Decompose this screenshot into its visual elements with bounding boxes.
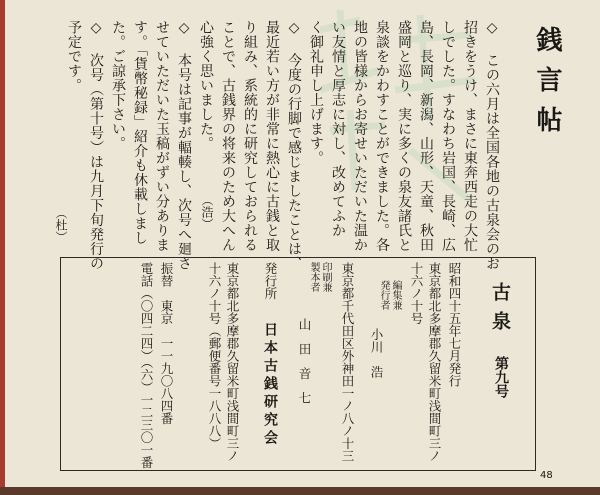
essay-line: ◇ この六月は全国各地の古泉会のお: [484, 20, 500, 271]
essay-line: 泉談をかわすことができました。各: [374, 20, 390, 252]
signature-mori: （杜）: [54, 207, 68, 243]
publisher-address: 十六ノ十号（郵便番号一八八八）: [207, 262, 222, 450]
signature-hiroshi: （浩）: [200, 194, 214, 230]
essay-line: 地の皆様からお寄せいただいた温か: [352, 20, 368, 252]
publisher-name: 日本古銭研究会: [262, 322, 278, 448]
printer-name: 山田音七: [297, 318, 312, 416]
editor-address: 十六ノ十号: [409, 262, 424, 325]
magazine-title: 古泉: [489, 282, 511, 340]
essay-line: 盛岡と巡り、実に多くの泉友諸氏と: [396, 20, 412, 252]
page-shadow: [0, 487, 600, 495]
printer-role: 製本者: [308, 262, 319, 292]
transfer-account: 振替 東京 一一九〇八四番: [159, 262, 174, 425]
editor-address: 東京都北多摩郡久留米町浅間町三ノ: [427, 262, 442, 462]
essay-line: 最近若い方が非常に熱心に古銭と取: [264, 20, 280, 252]
phone-number: 電話（〇四二四）（六）一二三〇一番: [139, 262, 154, 469]
page-number: 48: [540, 470, 553, 481]
essay-line: ◇ 次号（第十号）は九月下旬発行の: [88, 20, 104, 271]
editor-name: 小川 浩: [369, 328, 384, 378]
essay-line: た。ご諒承下さい。: [110, 20, 126, 151]
essay-title: 銭言帖: [532, 26, 562, 146]
publisher-address: 東京都北多摩郡久留米町浅間町三ノ: [225, 262, 240, 462]
colophon-box: [60, 257, 536, 471]
essay-line: り組み、系統的に研究しておられる: [242, 20, 258, 252]
essay-line: 心強く思いました。: [198, 20, 214, 151]
essay-line: い友情と厚志に対し、改めてふか: [330, 20, 346, 238]
printer-address: 東京都千代田区外神田一ノ八ノ十三: [340, 262, 355, 462]
printer-role: 印刷兼: [320, 262, 331, 292]
editor-role: 発行者: [378, 280, 389, 310]
essay-line: 島、長岡、新潟、山形、天童、秋田: [418, 20, 434, 252]
essay-line: く御礼申し上げます。: [308, 20, 324, 165]
essay-line: ◇ 本号は記事が輻輳し、次号へ廻さ: [176, 20, 192, 271]
essay-line: 招きをうけ、まさに東奔西走の大忙: [462, 20, 478, 252]
editor-role: 編集兼: [390, 280, 401, 310]
publisher-label: 発行所: [263, 262, 278, 300]
essay-line: ことで、古銭界の将来のため大へん: [220, 20, 236, 252]
issue-date: 昭和四十五年七月発行: [447, 262, 462, 387]
essay-line: 予定です。: [66, 20, 82, 93]
essay-line: せていただいた玉稿がずい分ありま: [154, 20, 170, 252]
essay-line: す。「貨幣秘録」紹介も休載しまし: [132, 20, 148, 245]
essay-line: しでした。すなわち岩国、長崎、広: [440, 20, 456, 252]
red-cover-edge: [0, 0, 5, 495]
issue-number: 第九号: [493, 356, 509, 398]
essay-line: ◇ 今度の行脚で感じましたことは、: [286, 20, 302, 271]
